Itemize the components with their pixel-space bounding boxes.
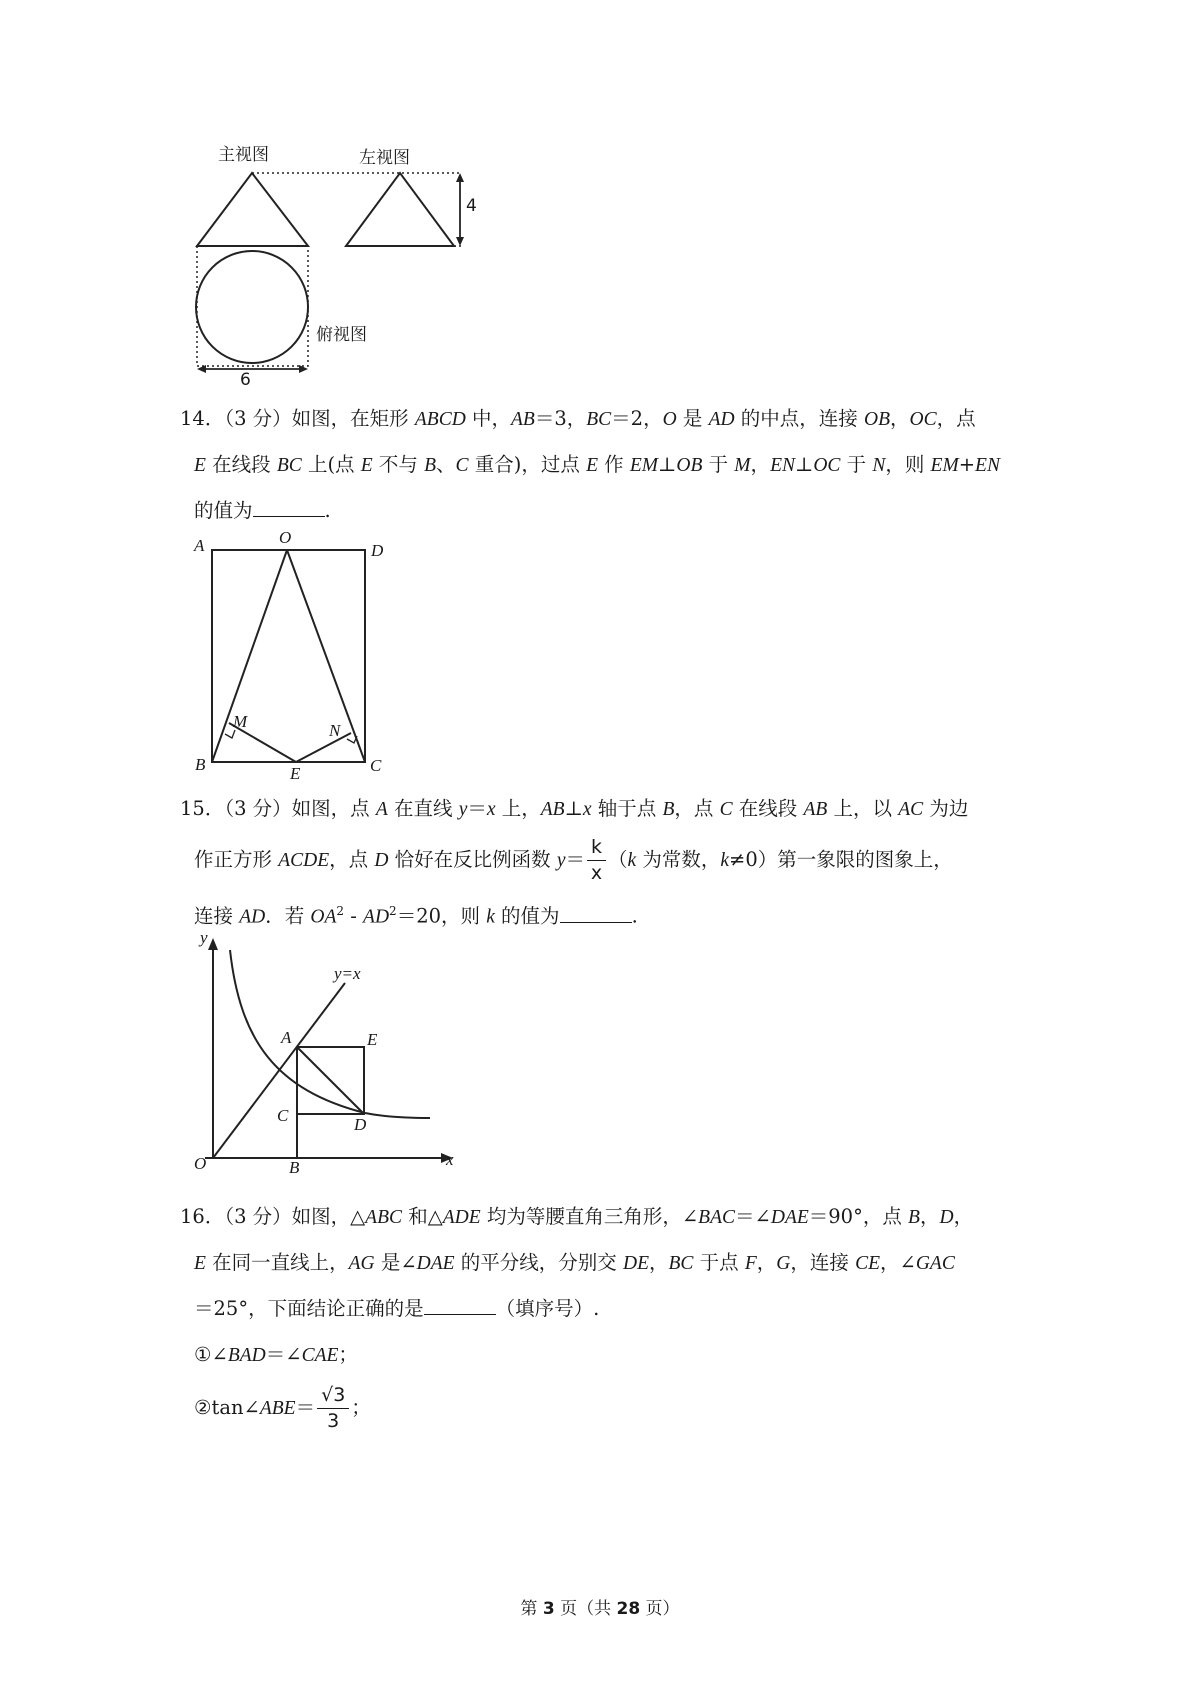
text: 为常数， — [636, 848, 721, 871]
label-point-c: C — [277, 1106, 289, 1125]
var: D — [939, 1207, 954, 1228]
segment-ob — [212, 550, 287, 762]
text: ⊥ — [658, 453, 677, 476]
text: 在同一直线上， — [205, 1251, 349, 1274]
top-view-label: 俯视图 — [316, 325, 367, 345]
text: 上(点 — [301, 453, 361, 476]
q14-rectangle-figure — [190, 530, 400, 790]
text: ．若 — [265, 904, 311, 928]
text: ； — [351, 1396, 371, 1419]
q15-line-3 — [180, 888, 1040, 934]
answer-blank — [424, 1292, 496, 1315]
fraction-sqrt3-over-3 — [317, 1386, 349, 1431]
text: ＝ — [295, 1396, 316, 1419]
text: 和△ — [402, 1205, 443, 1228]
point-b: B — [195, 755, 206, 774]
text: ， — [890, 407, 910, 430]
var: k — [720, 850, 730, 871]
text: （ — [608, 848, 628, 871]
q16-line-2 — [180, 1240, 1040, 1286]
width-label: 6 — [240, 370, 251, 390]
top-view-circle — [196, 251, 308, 363]
text: 于点 — [693, 1251, 745, 1274]
exponent: 2 — [336, 904, 345, 918]
var: E — [586, 455, 598, 476]
var: OB — [676, 455, 703, 476]
text: 、 — [436, 453, 456, 476]
text: ＝2， — [611, 407, 663, 430]
var: AD — [239, 906, 266, 928]
text: ，点 — [936, 407, 976, 430]
var: ABE — [259, 1398, 296, 1419]
text: 为边 — [923, 797, 969, 820]
text: 在直线 — [387, 797, 459, 820]
y-axis-arrow — [208, 938, 218, 950]
var: A — [375, 799, 388, 820]
label-point-d: D — [354, 1115, 367, 1134]
var: EN — [770, 455, 795, 476]
text: 第 — [520, 1599, 543, 1619]
text: 的值为 — [494, 904, 560, 928]
text: 的值为 — [194, 499, 253, 522]
text: ＝ — [565, 848, 585, 871]
text: 均为等腰直角三角形，∠ — [480, 1205, 699, 1228]
var: OC — [813, 455, 841, 476]
var: k — [627, 850, 637, 871]
q16-item-2 — [180, 1378, 1040, 1438]
text: + — [958, 453, 976, 476]
text: 恰好在反比例函数 — [388, 848, 557, 871]
var: AC — [898, 799, 924, 820]
segment-ad — [297, 1047, 364, 1114]
text: 在线段 — [205, 453, 277, 476]
label-y-axis: y — [200, 928, 208, 947]
var: x — [582, 799, 592, 820]
answer-blank — [253, 494, 325, 517]
label-line-y-equals-x: y=x — [334, 964, 361, 983]
var: ABC — [365, 1207, 403, 1228]
fraction-denominator: 3 — [327, 1410, 340, 1432]
var: BC — [276, 455, 302, 476]
text: 的中点，连接 — [734, 407, 864, 430]
var: AD — [363, 906, 390, 928]
q15-line-2 — [180, 832, 1040, 888]
text: 页（共 — [554, 1599, 617, 1619]
text: 在线段 — [732, 797, 804, 820]
text: ①∠ — [194, 1343, 228, 1366]
var: OC — [909, 409, 937, 430]
label-x-axis: x — [446, 1150, 454, 1169]
var: BAD — [227, 1345, 266, 1366]
var: B — [908, 1207, 920, 1228]
var: F — [744, 1253, 757, 1274]
label-point-b: B — [289, 1158, 300, 1177]
point-d: D — [371, 541, 384, 560]
point-o: O — [279, 528, 292, 547]
q14-line-3 — [180, 488, 1040, 534]
text: 是∠ — [374, 1251, 417, 1274]
var: B — [424, 455, 437, 476]
exponent: 2 — [389, 904, 397, 918]
left-view-triangle — [346, 173, 454, 246]
fraction-numerator: √3 — [317, 1386, 349, 1409]
height-arrow-top — [456, 173, 464, 182]
text: ，连接 — [790, 1251, 856, 1274]
text: ， — [953, 1205, 974, 1228]
text: 页） — [640, 1599, 680, 1619]
text: . — [631, 904, 638, 928]
q15-coordinate-figure — [185, 930, 475, 1180]
text: ＝3， — [534, 407, 587, 430]
var: D — [374, 850, 389, 871]
label-point-a: A — [281, 1028, 292, 1047]
text: ， — [919, 1205, 940, 1228]
q14-line-2 — [180, 442, 1040, 488]
var: B — [662, 799, 675, 820]
var: E — [194, 1253, 206, 1274]
text: 作正方形 — [194, 848, 279, 871]
q16-item-1 — [180, 1332, 1040, 1378]
label-origin-o: O — [194, 1154, 207, 1173]
text: - — [344, 904, 364, 928]
var: E — [360, 455, 373, 476]
var: k — [486, 906, 495, 928]
height-label: 4 — [466, 196, 477, 216]
text: （填序号）. — [495, 1297, 600, 1320]
point-c: C — [370, 756, 382, 775]
answer-blank — [560, 900, 632, 923]
point-e: E — [290, 764, 301, 783]
text: ＝20，则 — [396, 904, 487, 928]
fraction-denominator: x — [590, 862, 603, 884]
page-number: 3 — [542, 1599, 555, 1619]
var: OB — [864, 409, 890, 430]
var: DE — [622, 1253, 649, 1274]
text: ，∠ — [879, 1251, 916, 1274]
text: 上， — [495, 797, 541, 820]
var: ABCD — [414, 409, 466, 430]
var: M — [734, 455, 751, 476]
front-view-label: 主视图 — [218, 145, 269, 165]
var: EN — [975, 455, 1000, 476]
text: 连接 — [194, 904, 240, 928]
var: EM — [930, 455, 959, 476]
var: AB — [803, 799, 828, 820]
text: ， — [756, 1251, 777, 1274]
text: ＝∠ — [735, 1205, 771, 1228]
hyperbola-curve — [230, 950, 430, 1118]
var: BAC — [698, 1207, 736, 1228]
q14-line-1 — [180, 396, 1040, 442]
point-a: A — [194, 536, 205, 555]
text: 上，以 — [827, 797, 899, 820]
text: ，点 — [329, 848, 375, 871]
var: DAE — [416, 1253, 455, 1274]
var: G — [776, 1253, 791, 1274]
text: 作 — [597, 453, 630, 476]
var: N — [872, 455, 886, 476]
text: ⊥ — [794, 453, 814, 476]
total-pages: 28 — [616, 1599, 641, 1619]
point-n: N — [329, 721, 341, 740]
text: 中， — [465, 407, 511, 430]
text: 重合)，过点 — [468, 453, 587, 476]
question-15 — [180, 786, 1040, 934]
text: . — [324, 499, 331, 522]
page-footer — [0, 1594, 1200, 1619]
text: ＝25°，下面结论正确的是 — [194, 1297, 424, 1320]
var: BC — [586, 409, 612, 430]
var: DAE — [770, 1207, 809, 1228]
text: ，则 — [885, 453, 931, 476]
var: CE — [855, 1253, 880, 1274]
var: y — [556, 850, 566, 871]
text: ＝∠ — [265, 1343, 302, 1366]
var: AB — [511, 409, 535, 430]
text: ； — [338, 1343, 358, 1366]
text: ，点 — [674, 797, 720, 820]
segment-en — [296, 733, 351, 762]
text: ②tan∠ — [194, 1396, 260, 1419]
q15-line-1 — [180, 786, 1040, 832]
question-16 — [180, 1194, 1040, 1438]
var: O — [662, 409, 677, 430]
height-arrow-bottom — [456, 237, 464, 246]
text: 14．（3 分）如图，在矩形 — [180, 407, 415, 430]
text: ， — [648, 1251, 669, 1274]
var: OA — [310, 906, 337, 928]
q16-line-1 — [180, 1194, 1040, 1240]
text: 于 — [840, 453, 873, 476]
text: 16．（3 分）如图，△ — [180, 1205, 366, 1228]
var: x — [486, 799, 496, 820]
var: ACDE — [278, 850, 330, 871]
var: ADE — [442, 1207, 481, 1228]
left-view-label: 左视图 — [359, 148, 410, 168]
text: 是 — [676, 407, 709, 430]
segment-oc — [287, 550, 365, 762]
label-point-e: E — [367, 1030, 378, 1049]
var: C — [455, 455, 469, 476]
var: AD — [708, 409, 735, 430]
text: 的平分线，分别交 — [454, 1251, 623, 1274]
var: E — [194, 455, 206, 476]
text: ⊥ — [564, 797, 583, 820]
var: EM — [629, 455, 659, 476]
var: CAE — [301, 1345, 339, 1366]
question-14 — [180, 396, 1040, 534]
text: ≠0）第一象限的图象上， — [729, 848, 953, 871]
three-views-figure — [180, 130, 540, 400]
var: AG — [348, 1253, 375, 1274]
text: 轴于点 — [591, 797, 663, 820]
var: AB — [540, 799, 565, 820]
q16-line-3 — [180, 1286, 1040, 1332]
front-view-triangle — [197, 173, 308, 246]
var: y — [458, 799, 468, 820]
var: C — [719, 799, 733, 820]
var: GAC — [915, 1253, 955, 1274]
text: ＝90°，点 — [808, 1205, 909, 1228]
point-m: M — [233, 712, 248, 731]
text: ＝ — [467, 797, 487, 820]
fraction-numerator: k — [587, 838, 606, 861]
var: BC — [668, 1253, 694, 1274]
text: 不与 — [372, 453, 425, 476]
fraction-k-over-x — [587, 838, 606, 883]
text: ， — [750, 453, 771, 476]
text: 15．（3 分）如图，点 — [180, 797, 376, 820]
text: 于 — [702, 453, 735, 476]
